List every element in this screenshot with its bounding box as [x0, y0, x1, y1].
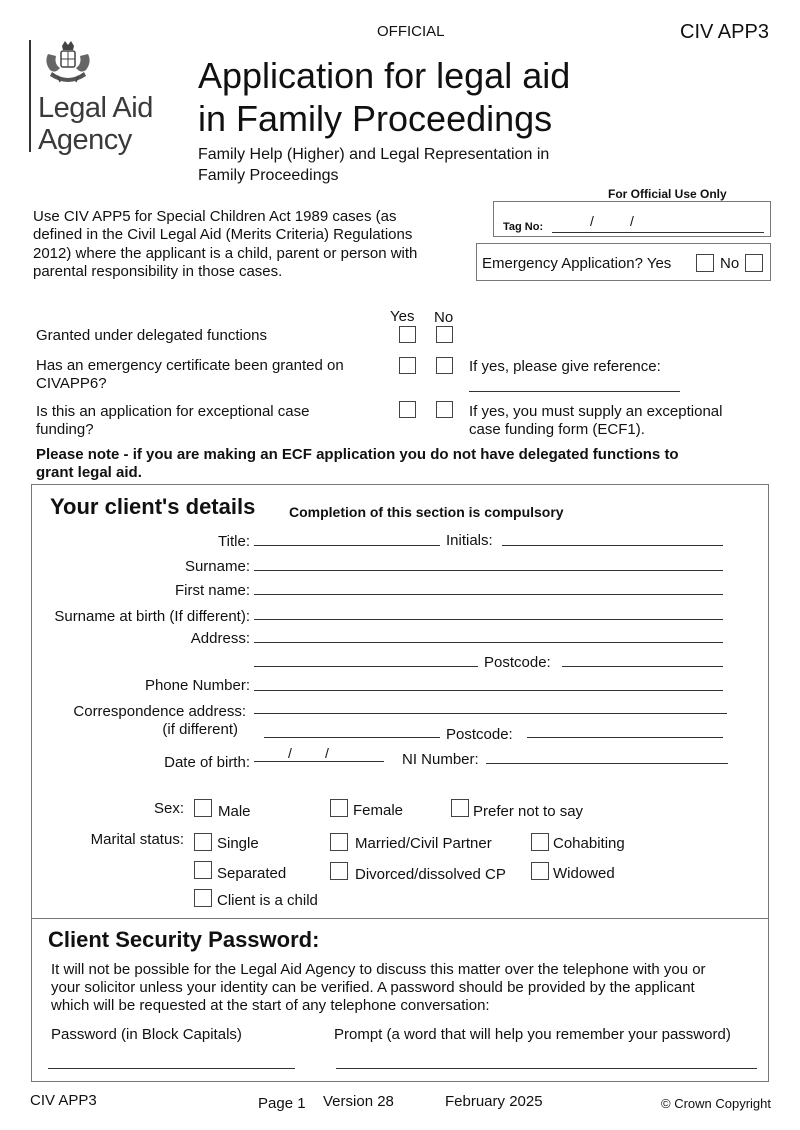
prompt-field[interactable]	[336, 1068, 757, 1069]
intro-line: defined in the Civil Legal Aid (Merits Criteria) Regulations	[33, 226, 413, 243]
emergency-label: Emergency Application? Yes	[482, 255, 672, 272]
logo-text-line2: Agency	[38, 124, 132, 156]
marital-cohabiting-label: Cohabiting	[553, 835, 625, 852]
emergency-cert-no-checkbox[interactable]	[436, 357, 453, 374]
tag-no-box	[493, 201, 771, 237]
security-text-line3: which will be requested at the start of any telephone conversation:	[51, 997, 490, 1014]
address-line2-field[interactable]	[254, 666, 478, 667]
security-password-heading: Client Security Password:	[48, 927, 320, 952]
footer-version: Version 28	[323, 1093, 394, 1110]
phone-number-label: Phone Number:	[144, 677, 250, 694]
marital-married-label: Married/Civil Partner	[355, 835, 492, 852]
page-title-line2: in Family Proceedings	[198, 98, 553, 139]
marital-widowed-checkbox[interactable]	[531, 862, 549, 880]
logo-text-line1: Legal Aid	[38, 92, 153, 124]
marital-single-checkbox[interactable]	[194, 833, 212, 851]
form-code: CIV APP3	[680, 21, 769, 43]
emergency-cert-reference-field[interactable]	[469, 391, 680, 392]
prompt-label: Prompt (a word that will help you remember your password)	[334, 1026, 731, 1043]
marital-married-checkbox[interactable]	[330, 833, 348, 851]
intro-line: Use CIV APP5 for Special Children Act 1989 cases (as	[33, 208, 397, 225]
phone-number-field[interactable]	[254, 690, 723, 691]
sex-prefer-not-label: Prefer not to say	[473, 803, 584, 820]
delegated-no-checkbox[interactable]	[436, 326, 453, 343]
address-field[interactable]	[254, 642, 723, 643]
marital-widowed-label: Widowed	[553, 865, 615, 882]
initials-field[interactable]	[502, 545, 723, 546]
sex-prefer-not-checkbox[interactable]	[451, 799, 469, 817]
surname-at-birth-label: Surname at birth (If different):	[54, 608, 250, 625]
sex-female-label: Female	[353, 802, 404, 819]
tag-no-field[interactable]	[552, 232, 764, 233]
marital-separated-label: Separated	[217, 865, 287, 882]
sex-male-checkbox[interactable]	[194, 799, 212, 817]
ecf-question: Is this an application for exceptional case	[36, 403, 310, 420]
royal-crest-icon	[40, 40, 96, 90]
footer-form-code: CIV APP3	[30, 1092, 97, 1109]
ecf-note-line2: case funding form (ECF1).	[469, 421, 645, 438]
page-title-line1: Application for legal aid	[198, 55, 571, 96]
date-separator: /	[325, 745, 329, 761]
security-text-line1: It will not be possible for the Legal Aid Agency to discuss this matter over the telephone with you or	[51, 961, 706, 978]
date-separator: /	[288, 745, 292, 761]
ecf-warning-line1: Please note - if you are making an ECF application you do not have delegated functions to	[36, 446, 679, 463]
subtitle-line1: Family Help (Higher) and Legal Representation in	[198, 146, 550, 163]
date-of-birth-label: Date of birth:	[164, 754, 250, 771]
marital-cohabiting-checkbox[interactable]	[531, 833, 549, 851]
ecf-note: If yes, you must supply an exceptional	[469, 403, 723, 420]
section-divider	[31, 918, 769, 919]
marital-single-label: Single	[217, 835, 259, 852]
surname-field[interactable]	[254, 570, 723, 571]
ecf-question-line2: funding?	[36, 421, 94, 438]
surname-at-birth-field[interactable]	[254, 619, 723, 620]
ecf-yes-checkbox[interactable]	[399, 401, 416, 418]
correspondence-address-field[interactable]	[254, 713, 727, 714]
sex-male-label: Male	[218, 803, 251, 820]
date-separator: /	[630, 213, 634, 229]
footer-date: February 2025	[445, 1093, 543, 1110]
correspondence-postcode-field[interactable]	[527, 737, 723, 738]
title-field[interactable]	[254, 545, 440, 546]
marital-separated-checkbox[interactable]	[194, 861, 212, 879]
no-column-header: No	[434, 309, 454, 326]
first-name-field[interactable]	[254, 594, 723, 595]
sex-label: Sex:	[153, 800, 184, 817]
ni-number-field[interactable]	[486, 763, 728, 764]
marital-status-label: Marital status:	[90, 831, 184, 848]
delegated-yes-checkbox[interactable]	[399, 326, 416, 343]
client-is-child-label: Client is a child	[217, 892, 318, 909]
emergency-cert-yes-checkbox[interactable]	[399, 357, 416, 374]
postcode-field[interactable]	[562, 666, 723, 667]
tag-no-label: Tag No:	[503, 221, 544, 233]
surname-label: Surname:	[184, 558, 250, 575]
ni-number-label: NI Number:	[402, 751, 479, 768]
emergency-application-box	[476, 243, 771, 281]
date-of-birth-field[interactable]	[254, 761, 384, 762]
correspondence-if-different-label: (if different)	[162, 721, 238, 738]
footer-copyright: © Crown Copyright	[661, 1096, 772, 1111]
emergency-no-checkbox[interactable]	[745, 254, 763, 272]
subtitle-line2: Family Proceedings	[198, 167, 339, 184]
logo-divider	[29, 40, 31, 152]
intro-line: parental responsibility in those cases.	[33, 263, 283, 280]
security-text-line2: your solicitor unless your identity can be verified. A password should be provided by the applicant	[51, 979, 695, 996]
correspondence-postcode-label: Postcode:	[446, 726, 513, 743]
password-field[interactable]	[48, 1068, 295, 1069]
marital-divorced-checkbox[interactable]	[330, 862, 348, 880]
client-is-child-checkbox[interactable]	[194, 889, 212, 907]
emergency-cert-note: If yes, please give reference:	[469, 358, 661, 375]
ecf-no-checkbox[interactable]	[436, 401, 453, 418]
address-label: Address:	[190, 630, 250, 647]
ecf-warning-line2: grant legal aid.	[36, 464, 142, 481]
yes-column-header: Yes	[390, 308, 415, 325]
first-name-label: First name:	[174, 582, 250, 599]
correspondence-address-label: Correspondence address:	[73, 703, 246, 720]
official-use-heading: For Official Use Only	[608, 187, 727, 201]
correspondence-address-line2-field[interactable]	[264, 737, 440, 738]
emergency-cert-question: Has an emergency certificate been granted on	[36, 357, 344, 374]
delegated-functions-question: Granted under delegated functions	[36, 327, 267, 344]
emergency-yes-checkbox[interactable]	[696, 254, 714, 272]
client-details-heading: Your client's details	[50, 494, 256, 519]
classification-label: OFFICIAL	[377, 23, 445, 40]
footer-page-number: Page 1	[258, 1095, 306, 1112]
sex-female-checkbox[interactable]	[330, 799, 348, 817]
postcode-label: Postcode:	[484, 654, 551, 671]
intro-line: 2012) where the applicant is a child, parent or person with	[33, 245, 418, 262]
initials-label: Initials:	[446, 532, 493, 549]
password-label: Password (in Block Capitals)	[51, 1026, 242, 1043]
date-separator: /	[590, 213, 594, 229]
emergency-no-label: No	[720, 255, 740, 272]
marital-divorced-label: Divorced/dissolved CP	[355, 866, 506, 883]
emergency-cert-question-line2: CIVAPP6?	[36, 375, 107, 392]
client-details-compulsory-note: Completion of this section is compulsory	[289, 504, 564, 520]
title-label: Title:	[218, 533, 250, 550]
